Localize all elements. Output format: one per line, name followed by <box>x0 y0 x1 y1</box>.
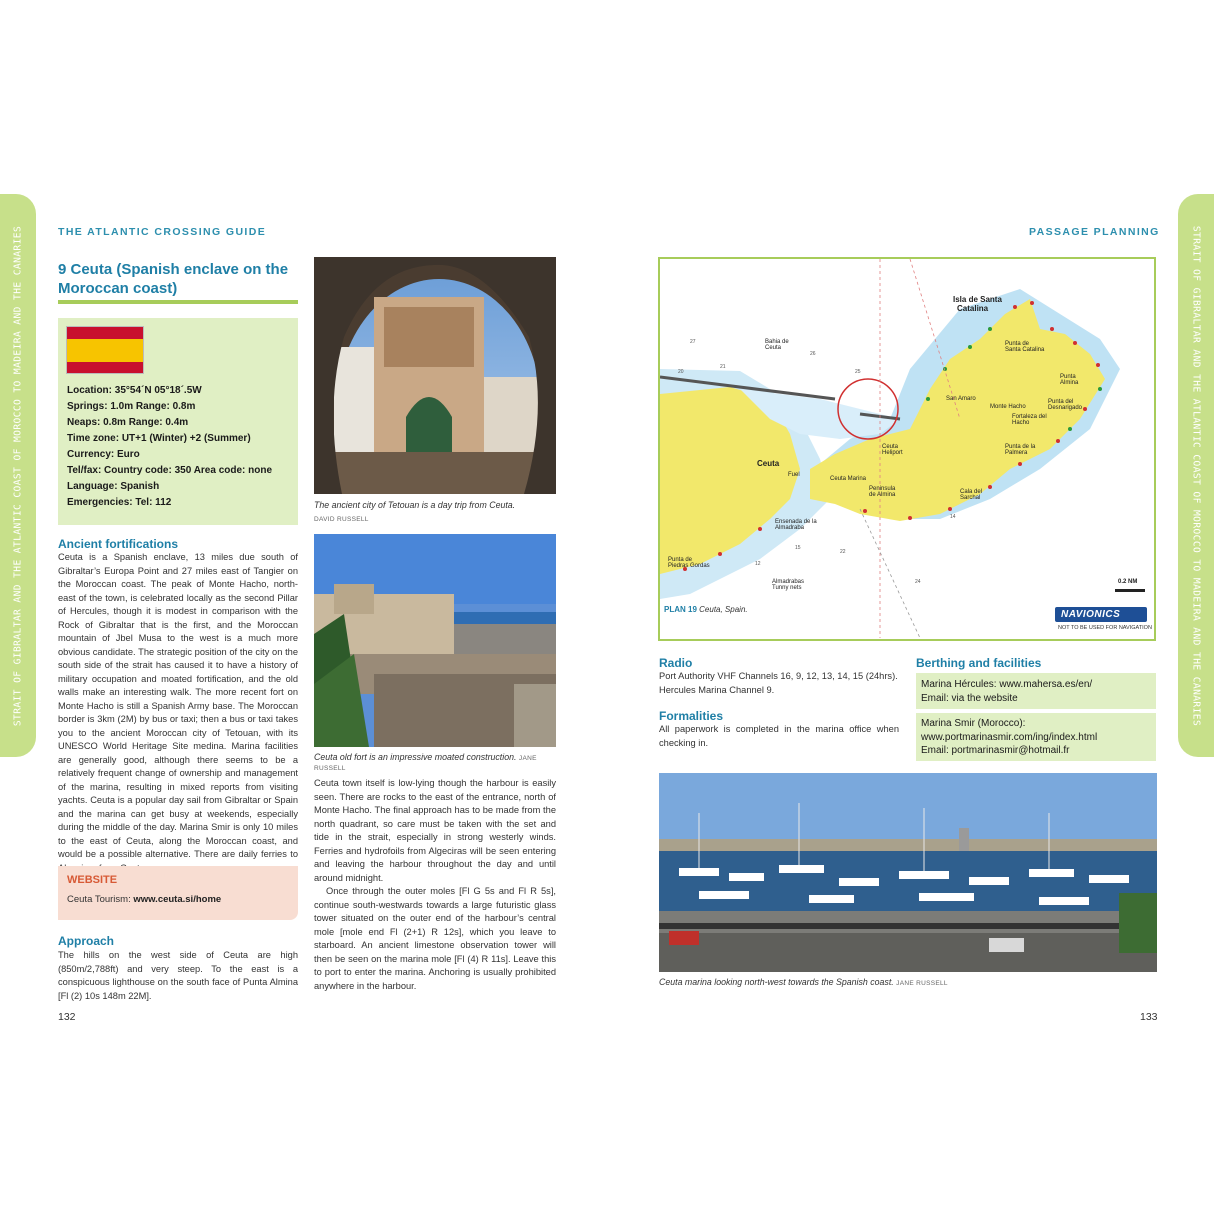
navionics-logo: NAVIONICS <box>1055 607 1147 622</box>
caption-tetouan: The ancient city of Tetouan is a day trip from Ceuta. <box>314 500 516 510</box>
map-fortaleza: Fortaleza del Hacho <box>1012 414 1047 426</box>
berth-box-hercules <box>916 673 1156 709</box>
formalities-heading: Formalities <box>659 709 724 723</box>
plan-caption: PLAN 19 Ceuta, Spain. <box>664 605 748 614</box>
berth-box-smir <box>916 713 1156 761</box>
website-line: Ceuta Tourism: www.ceuta.si/home <box>67 894 222 905</box>
right-running-head: PASSAGE PLANNING <box>1029 226 1160 238</box>
radio-heading: Radio <box>659 656 693 670</box>
port-info-box <box>58 318 298 525</box>
berth-smir-email[interactable]: Email: portmarinasmir@hotmail.fr <box>921 745 1070 756</box>
info-currency: Currency: Euro <box>67 449 140 460</box>
harbour-chart: Isla de Santa Catalina Bahia de Ceuta Ceuta Ceuta Heliport Ceuta Marina Fuel Peninsula de Almina San Amaro Monte Hacho Fortaleza del Hacho Punta de Santa Catalina Punta Almina Punta del Desnarigado Punta de la Palmera Cala del Sarchal Ensenada de la Almadraba Punta de Piedras Gordas Almadrabas Tunny nets 27 26 25 20 21 22 14 12 15 24 0.2 NM PLAN 19 Ceuta, Spain. NAVIONICS NOT TO BE USED FOR NAVIGATION <box>658 257 1156 641</box>
info-location: Location: 35°54´N 05°18´.5W <box>67 385 202 396</box>
tetouan-photo <box>314 257 556 494</box>
berthing-heading: Berthing and facilities <box>916 656 1042 670</box>
navionics-note: NOT TO BE USED FOR NAVIGATION <box>1058 625 1152 631</box>
website-title: WEBSITE <box>67 874 118 886</box>
section-title: 9 Ceuta (Spanish enclave on the Moroccan coast) <box>58 261 289 297</box>
map-isla: Isla de Santa Catalina <box>953 295 1002 313</box>
credit-tetouan: DAVID RUSSELL <box>314 516 369 523</box>
left-running-head: THE ATLANTIC CROSSING GUIDE <box>58 226 267 238</box>
map-desnarigado: Punta del Desnarigado <box>1048 399 1083 411</box>
map-punta-catalina: Punta de Santa Catalina <box>1005 341 1045 353</box>
map-ceuta: Ceuta <box>757 459 780 468</box>
ancient-text: Ceuta is a Spanish enclave, 13 miles due south of Gibraltar’s Europa Point and 27 miles east of Tangier on the Moroccan coast. The peak of Monte Hacho, north-east of the town, is celebrated locally as the second Pillar of Hercules, though it is modest in comparison with the Rock of Gibraltar that is the first, and the Moroccan mountain of Jbel Musa to the west is a much more obvious candidate. The strategic position of the city on the south side of the strait has caused it to have a history of military occupation and moated fortification, and the old walls make an interesting walk. The more recent fort on Monte Hacho is still a Spanish Army base. The Moroccan border is 3km (2M) by bus or taxi; then a bus or taxi takes you to the ancient Moroccan city of Tetouan, with its UNESCO World Heritage Site medina. Marina facilities are generally good, although there seems to be a relatively frequent change of ownership and management of the marina, resulting in mixed reports from visiting yachts. Ceuta is a popular day sail from Gibraltar or Spain and the marina can get busy at weekends, especially during the middle of the day. Marina Smir is only 10 miles to the east of Ceuta, along the Moroccan coast, and would be a possible alternative. There are daily ferries to <box>58 552 298 859</box>
left-side-tab <box>0 194 36 757</box>
map-monte-hacho: Monte Hacho <box>990 404 1026 410</box>
info-emergencies: Emergencies: Tel: 112 <box>67 497 172 508</box>
info-timezone: Time zone: UT+1 (Winter) +2 (Summer) <box>67 433 251 444</box>
website-box <box>58 866 298 920</box>
map-heliport: Ceuta Heliport <box>882 444 903 456</box>
fort-photo <box>314 534 556 747</box>
berth-smir-web[interactable]: www.portmarinasmir.com/ing/index.html <box>921 732 1098 743</box>
approach-text: The hills on the west side of Ceuta are high (850m/2,788ft) and very steep. To the east is a conspicuous lighthouse on the south face of Punta Almina [Fl (2) 10s 148m 22M]. <box>58 950 298 1001</box>
map-punta-almina: Punta Almina <box>1060 374 1079 386</box>
map-bahia: Bahia de Ceuta <box>765 339 789 351</box>
info-springs: Springs: 1.0m Range: 0.8m <box>67 401 196 412</box>
approach-heading: Approach <box>58 934 115 948</box>
map-palmera: Punta de la Palmera <box>1005 444 1036 456</box>
page-number-right: 133 <box>1140 1011 1158 1023</box>
caption-fort: Ceuta old fort is an impressive moated construction. JANE RUSSELL <box>314 752 537 772</box>
website-link[interactable]: www.ceuta.si/home <box>133 894 222 905</box>
title-rule <box>58 300 298 304</box>
info-neaps: Neaps: 0.8m Range: 0.4m <box>67 417 189 428</box>
radio-text: Port Authority VHF Channels 16, 9, 12, 13, 14, 15 (24hrs). Hercules Marina Channel 9. <box>659 671 898 695</box>
map-marina: Ceuta Marina <box>830 476 867 482</box>
berth-smir-name: Marina Smir (Morocco): <box>921 718 1026 729</box>
map-piedras: Punta de Piedras Gordas <box>668 557 710 569</box>
map-peninsula: Peninsula de Almina <box>869 486 896 498</box>
marina-photo <box>659 773 1157 972</box>
berth-hercules-web[interactable]: Marina Hércules: www.mahersa.es/en/ <box>921 679 1093 690</box>
info-telfax: Tel/fax: Country code: 350 Area code: none <box>67 465 273 476</box>
map-fuel: Fuel <box>788 472 800 478</box>
left-side-tab-text: STRAIT OF GIBRALTAR AND THE ATLANTIC COAST OF MOROCCO TO MADEIRA AND THE CANARIES <box>12 225 24 727</box>
spain-flag-icon <box>66 326 144 374</box>
right-side-tab-text: STRAIT OF GIBRALTAR AND THE ATLANTIC COAST OF MOROCCO TO MADEIRA AND THE CANARIES <box>1190 225 1202 727</box>
caption-marina: Ceuta marina looking north-west towards the Spanish coast. JANE RUSSELL <box>659 977 948 987</box>
map-ensenada: Ensenada de la Almadraba <box>775 519 817 531</box>
formalities-text: All paperwork is completed in the marina office when checking in. <box>659 724 899 748</box>
map-cala: Cala del Sarchal <box>960 489 983 501</box>
ancient-heading: Ancient fortifications <box>58 537 179 551</box>
info-language: Language: Spanish <box>67 481 160 492</box>
map-tunny: Almadrabas Tunny nets <box>772 579 805 591</box>
berth-hercules-email: Email: via the website <box>921 693 1018 704</box>
col2-text: Ceuta town itself is low-lying though the harbour is easily seen. There are rocks to the east of the entrance, north of Monte Hacho. The final approach has to be made from the north quadrant, so care must be taken with the set and tide in the strait, especially in strong westerly winds. Ferries and hydrofoils from Algeciras will be seen entering and leaving the harbour throughout the day and until around midnight. Once through the outer moles [Fl G 5s and Fl R 5s], continue south-westwards towards a large futuristic glass tower situated on the outer end of the harbour’s central mole [mole end Fl (2+1) R 12s], which you leave to starboard. An ancient limestone observation tower will then be seen on the marina mole [Fl (4) R 11s]. Leave this to port to enter the marina. Anchoring is usually prohibited anywhere in the harbour. <box>314 778 556 991</box>
map-san-amaro: San Amaro <box>946 396 976 402</box>
right-side-tab <box>1178 194 1214 757</box>
map-scale: 0.2 NM <box>1118 579 1138 585</box>
page-number-left: 132 <box>58 1011 76 1023</box>
